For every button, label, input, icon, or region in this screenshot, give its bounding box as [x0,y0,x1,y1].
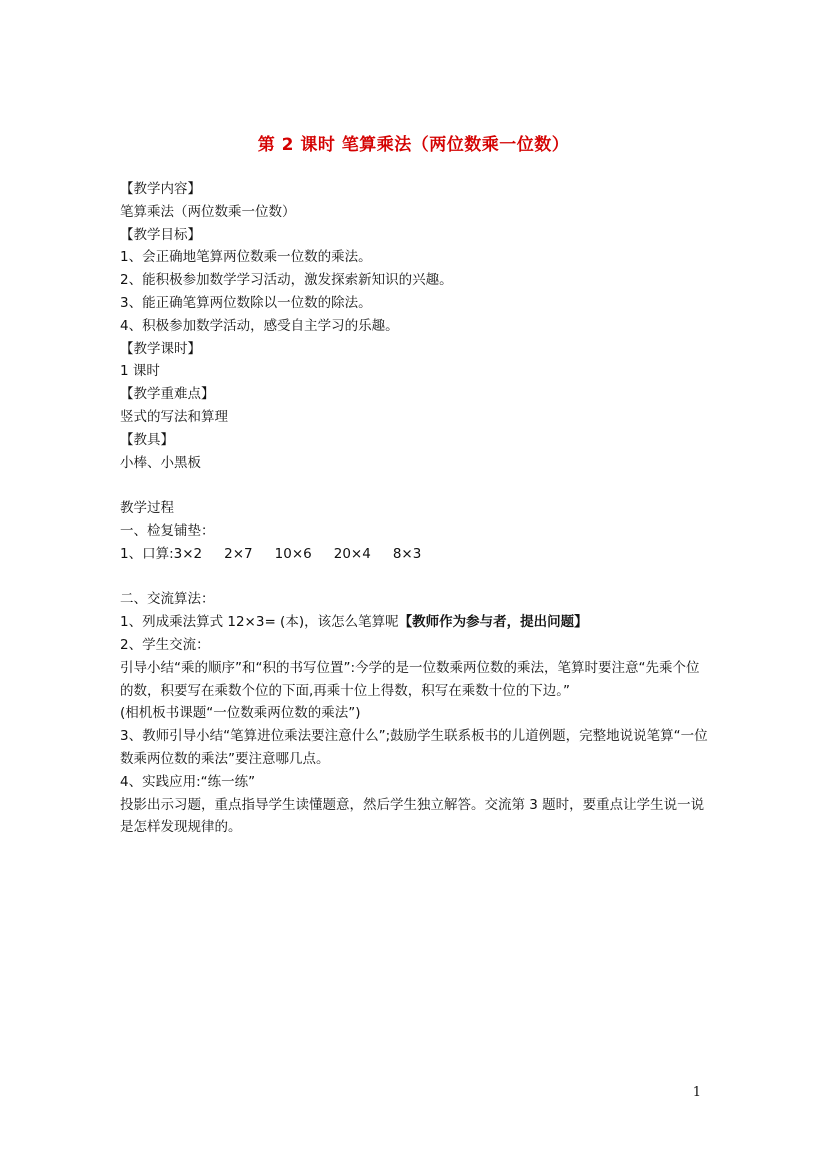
part2-title: 二、交流算法： [120,591,215,608]
hours-text: 1 课时 [120,363,160,380]
mental-math-line [120,543,710,566]
process-heading: 教学过程 [120,500,174,517]
goal-item: 1、会正确地笔算两位数乘一位数的乘法。 [120,249,372,266]
step2-title: 2、学生交流： [120,636,210,653]
mental-math-item: 2×7 [224,545,253,562]
tools-text: 小棒、小黑板 [120,454,201,471]
goal-item: 4、积极参加数学活动，感受自主学习的乐趣。 [120,317,399,334]
step2-note: (相机板书课题“一位数乘两位数的乘法”) [120,705,361,722]
document-title: 第 2 课时 笔算乘法（两位数乘一位数） [257,135,570,155]
step2-text: 引导小结“乘的顺序”和“积的书写位置”:今学的是一位数乘两位数的乘法，笔算时要注意“先乘个位的数，积要写在乘数个位的下面,再乘十位上得数，积写在乘数十位的下边。” [120,659,700,699]
section-header-content: 【教学内容】 [120,181,201,197]
step1-note: 【教师作为参与者，提出问题】 [398,614,588,631]
document-body [120,178,710,839]
mental-math-item: 20×4 [333,545,371,562]
page-number: 1 [692,1085,701,1100]
goal-item: 2、能积极参加数学学习活动，激发探索新知识的兴趣。 [120,272,453,289]
key-points-text: 竖式的写法和算理 [120,408,228,425]
mental-math-item: 10×6 [274,545,312,562]
mental-math-item: 8×3 [392,545,422,562]
section-header-key-points: 【教学重难点】 [120,386,215,403]
content-text: 笔算乘法（两位数乘一位数） [120,203,296,220]
mental-math-prefix: 1、口算: [120,545,174,562]
section-header-goals: 【教学目标】 [120,226,201,243]
step1-line [120,611,710,634]
step3-text: 3、教师引导小结“笔算进位乘法要注意什么”;鼓励学生联系板书的儿道例题，完整地说说笔算“一位数乘两位数的乘法”要注意哪几点。 [120,728,708,767]
section-header-tools: 【教具】 [120,431,174,448]
section-header-hours: 【教学课时】 [120,340,201,357]
step1-text: 1、列成乘法算式 12×3= (本)，该怎么笔算呢 [120,614,399,631]
step4-title: 4、实践应用:“练一练” [120,773,256,790]
goal-item: 3、能正确笔算两位数除以一位数的除法。 [120,294,372,311]
part1-title: 一、检复铺垫： [120,522,215,539]
mental-math-item: 3×2 [173,545,203,562]
step4-text: 投影出示习题，重点指导学生读懂题意，然后学生独立解答。交流第 3 题时，要重点让学生说一说是怎样发现规律的。 [120,796,705,836]
